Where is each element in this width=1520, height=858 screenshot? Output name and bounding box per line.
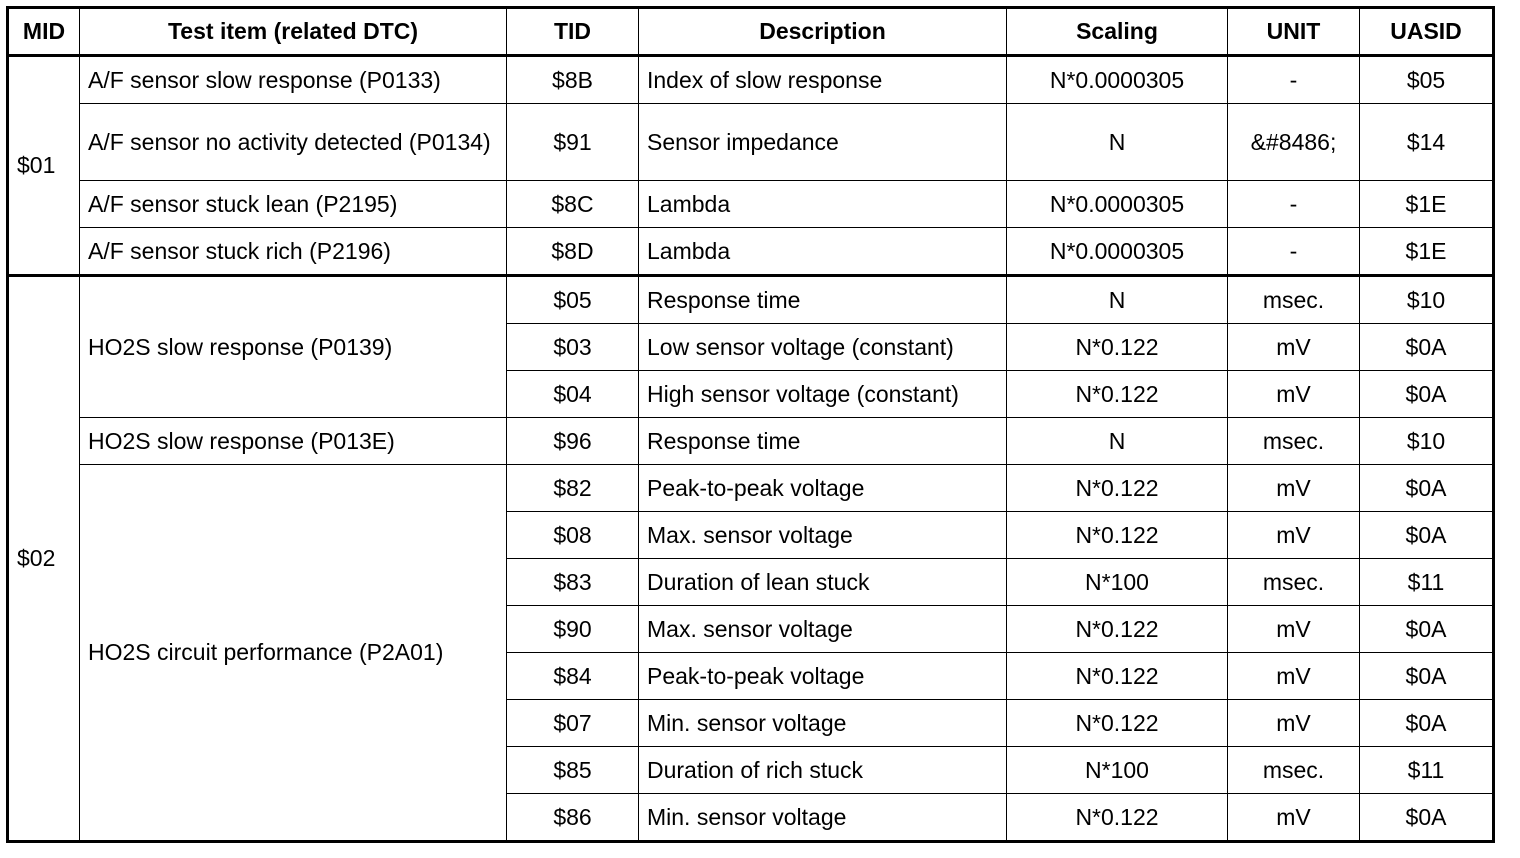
description-cell: Lambda — [639, 181, 1007, 228]
scaling-cell: N*0.122 — [1007, 512, 1228, 559]
mid-cell: $02 — [8, 276, 80, 842]
scaling-cell: N*100 — [1007, 747, 1228, 794]
tid-cell: $85 — [507, 747, 639, 794]
header-description: Description — [639, 8, 1007, 56]
scaling-cell: N*0.122 — [1007, 371, 1228, 418]
uasid-cell: $0A — [1360, 324, 1494, 371]
header-test-item: Test item (related DTC) — [80, 8, 507, 56]
unit-cell: mV — [1228, 324, 1360, 371]
scaling-cell: N*0.0000305 — [1007, 181, 1228, 228]
table-row — [8, 465, 1494, 512]
test-item-cell: A/F sensor slow response (P0133) — [80, 56, 507, 104]
uasid-cell: $14 — [1360, 104, 1494, 181]
description-cell: Index of slow response — [639, 56, 1007, 104]
unit-cell: msec. — [1228, 559, 1360, 606]
description-cell: High sensor voltage (constant) — [639, 371, 1007, 418]
mid-cell: $01 — [8, 56, 80, 276]
unit-cell: &#8486; — [1228, 104, 1360, 181]
header-scaling: Scaling — [1007, 8, 1228, 56]
test-item-cell: HO2S circuit performance (P2A01) — [80, 465, 507, 842]
tid-cell: $82 — [507, 465, 639, 512]
tid-cell: $8B — [507, 56, 639, 104]
test-item-cell: A/F sensor no activity detected (P0134) — [80, 104, 507, 181]
tid-cell: $83 — [507, 559, 639, 606]
tid-cell: $91 — [507, 104, 639, 181]
unit-cell: msec. — [1228, 276, 1360, 324]
scaling-cell: N*0.122 — [1007, 465, 1228, 512]
test-item-cell: HO2S slow response (P013E) — [80, 418, 507, 465]
uasid-cell: $05 — [1360, 56, 1494, 104]
tid-cell: $84 — [507, 653, 639, 700]
description-cell: Min. sensor voltage — [639, 794, 1007, 842]
monitor-test-table — [6, 6, 1495, 843]
header-unit: UNIT — [1228, 8, 1360, 56]
unit-cell: - — [1228, 181, 1360, 228]
scaling-cell: N*0.0000305 — [1007, 228, 1228, 276]
uasid-cell: $10 — [1360, 418, 1494, 465]
unit-cell: mV — [1228, 653, 1360, 700]
scaling-cell: N — [1007, 276, 1228, 324]
test-item-cell: A/F sensor stuck rich (P2196) — [80, 228, 507, 276]
description-cell: Duration of lean stuck — [639, 559, 1007, 606]
uasid-cell: $0A — [1360, 371, 1494, 418]
tid-cell: $8C — [507, 181, 639, 228]
description-cell: Max. sensor voltage — [639, 606, 1007, 653]
unit-cell: mV — [1228, 794, 1360, 842]
unit-cell: mV — [1228, 465, 1360, 512]
scaling-cell: N — [1007, 104, 1228, 181]
description-cell: Peak-to-peak voltage — [639, 465, 1007, 512]
header-uasid: UASID — [1360, 8, 1494, 56]
unit-cell: msec. — [1228, 418, 1360, 465]
unit-cell: mV — [1228, 700, 1360, 747]
unit-cell: mV — [1228, 512, 1360, 559]
scaling-cell: N*0.122 — [1007, 324, 1228, 371]
tid-cell: $07 — [507, 700, 639, 747]
tid-cell: $96 — [507, 418, 639, 465]
header-tid: TID — [507, 8, 639, 56]
scaling-cell: N*0.122 — [1007, 653, 1228, 700]
tid-cell: $05 — [507, 276, 639, 324]
uasid-cell: $0A — [1360, 465, 1494, 512]
scaling-cell: N*0.122 — [1007, 606, 1228, 653]
description-cell: Response time — [639, 276, 1007, 324]
header-row — [8, 8, 1494, 56]
uasid-cell: $11 — [1360, 559, 1494, 606]
scaling-cell: N*0.122 — [1007, 700, 1228, 747]
table-row — [8, 276, 1494, 324]
test-item-cell: A/F sensor stuck lean (P2195) — [80, 181, 507, 228]
uasid-cell: $0A — [1360, 512, 1494, 559]
description-cell: Lambda — [639, 228, 1007, 276]
tid-cell: $04 — [507, 371, 639, 418]
unit-cell: - — [1228, 56, 1360, 104]
uasid-cell: $10 — [1360, 276, 1494, 324]
description-cell: Peak-to-peak voltage — [639, 653, 1007, 700]
uasid-cell: $11 — [1360, 747, 1494, 794]
description-cell: Min. sensor voltage — [639, 700, 1007, 747]
uasid-cell: $1E — [1360, 181, 1494, 228]
scaling-cell: N*0.0000305 — [1007, 56, 1228, 104]
uasid-cell: $0A — [1360, 794, 1494, 842]
table-row — [8, 104, 1494, 181]
description-cell: Response time — [639, 418, 1007, 465]
scaling-cell: N*0.122 — [1007, 794, 1228, 842]
description-cell: Max. sensor voltage — [639, 512, 1007, 559]
uasid-cell: $0A — [1360, 606, 1494, 653]
uasid-cell: $0A — [1360, 653, 1494, 700]
description-cell: Sensor impedance — [639, 104, 1007, 181]
unit-cell: mV — [1228, 371, 1360, 418]
description-cell: Duration of rich stuck — [639, 747, 1007, 794]
uasid-cell: $1E — [1360, 228, 1494, 276]
scaling-cell: N — [1007, 418, 1228, 465]
test-item-cell: HO2S slow response (P0139) — [80, 276, 507, 418]
unit-cell: mV — [1228, 606, 1360, 653]
tid-cell: $03 — [507, 324, 639, 371]
unit-cell: msec. — [1228, 747, 1360, 794]
tid-cell: $86 — [507, 794, 639, 842]
scaling-cell: N*100 — [1007, 559, 1228, 606]
header-mid: MID — [8, 8, 80, 56]
table-row — [8, 56, 1494, 104]
tid-cell: $90 — [507, 606, 639, 653]
table-row — [8, 228, 1494, 276]
unit-cell: - — [1228, 228, 1360, 276]
description-cell: Low sensor voltage (constant) — [639, 324, 1007, 371]
tid-cell: $08 — [507, 512, 639, 559]
table-row — [8, 181, 1494, 228]
table-row — [8, 418, 1494, 465]
tid-cell: $8D — [507, 228, 639, 276]
uasid-cell: $0A — [1360, 700, 1494, 747]
